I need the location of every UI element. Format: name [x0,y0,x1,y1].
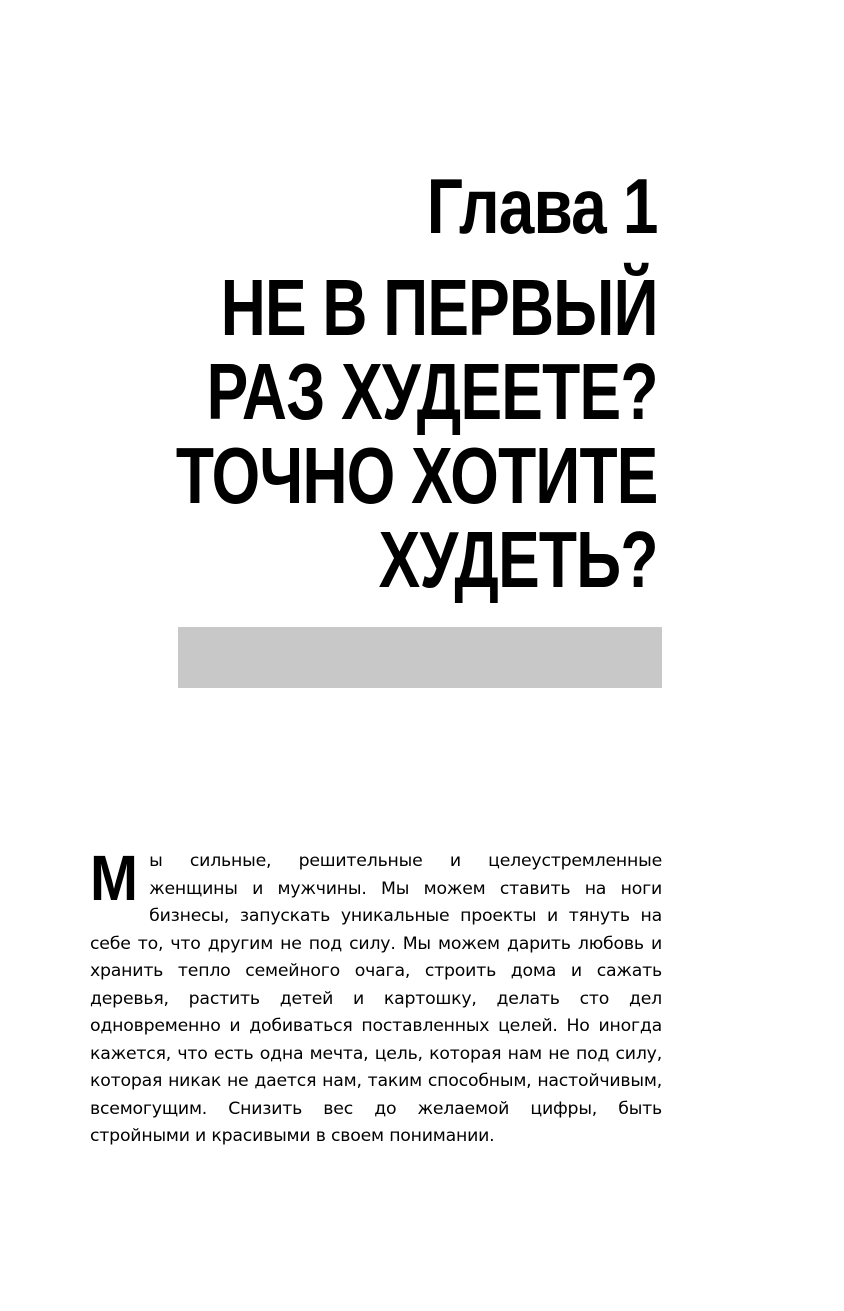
chapter-title-line-1: НЕ В ПЕРВЫЙ [221,263,658,352]
decorative-gray-bar [178,627,662,688]
chapter-title-line-4: ХУДЕТЬ? [379,515,658,604]
body-paragraph [90,842,662,1151]
drop-cap: М [90,842,138,914]
body-paragraph-text: ы сильные, решительные и целеустремленные женщины и мужчины. Мы можем ставить на ноги бизнесы, запускать уникальные проекты и тянуть на себе то, что другим не под силу. Мы можем дарить любовь и хранить тепло семейного очага, строить дома и сажать деревья, растить детей и картошку, делать сто дел одновременно и добиваться поставленных целей. Но иногда кажется, что есть одна мечта, цель, которая нам не под силу, которая никак не дается нам, таким способным, настойчивым, всемогущим. Снизить вес до желаемой цифры, быть стройными и красивыми в своем понимании. [90,851,662,1146]
chapter-title-line-3: ТОЧНО ХОТИТЕ [176,431,658,520]
chapter-label: Глава 1 [427,162,658,250]
chapter-title [176,263,659,604]
chapter-title-line-2: РАЗ ХУДЕЕТЕ? [206,347,659,436]
